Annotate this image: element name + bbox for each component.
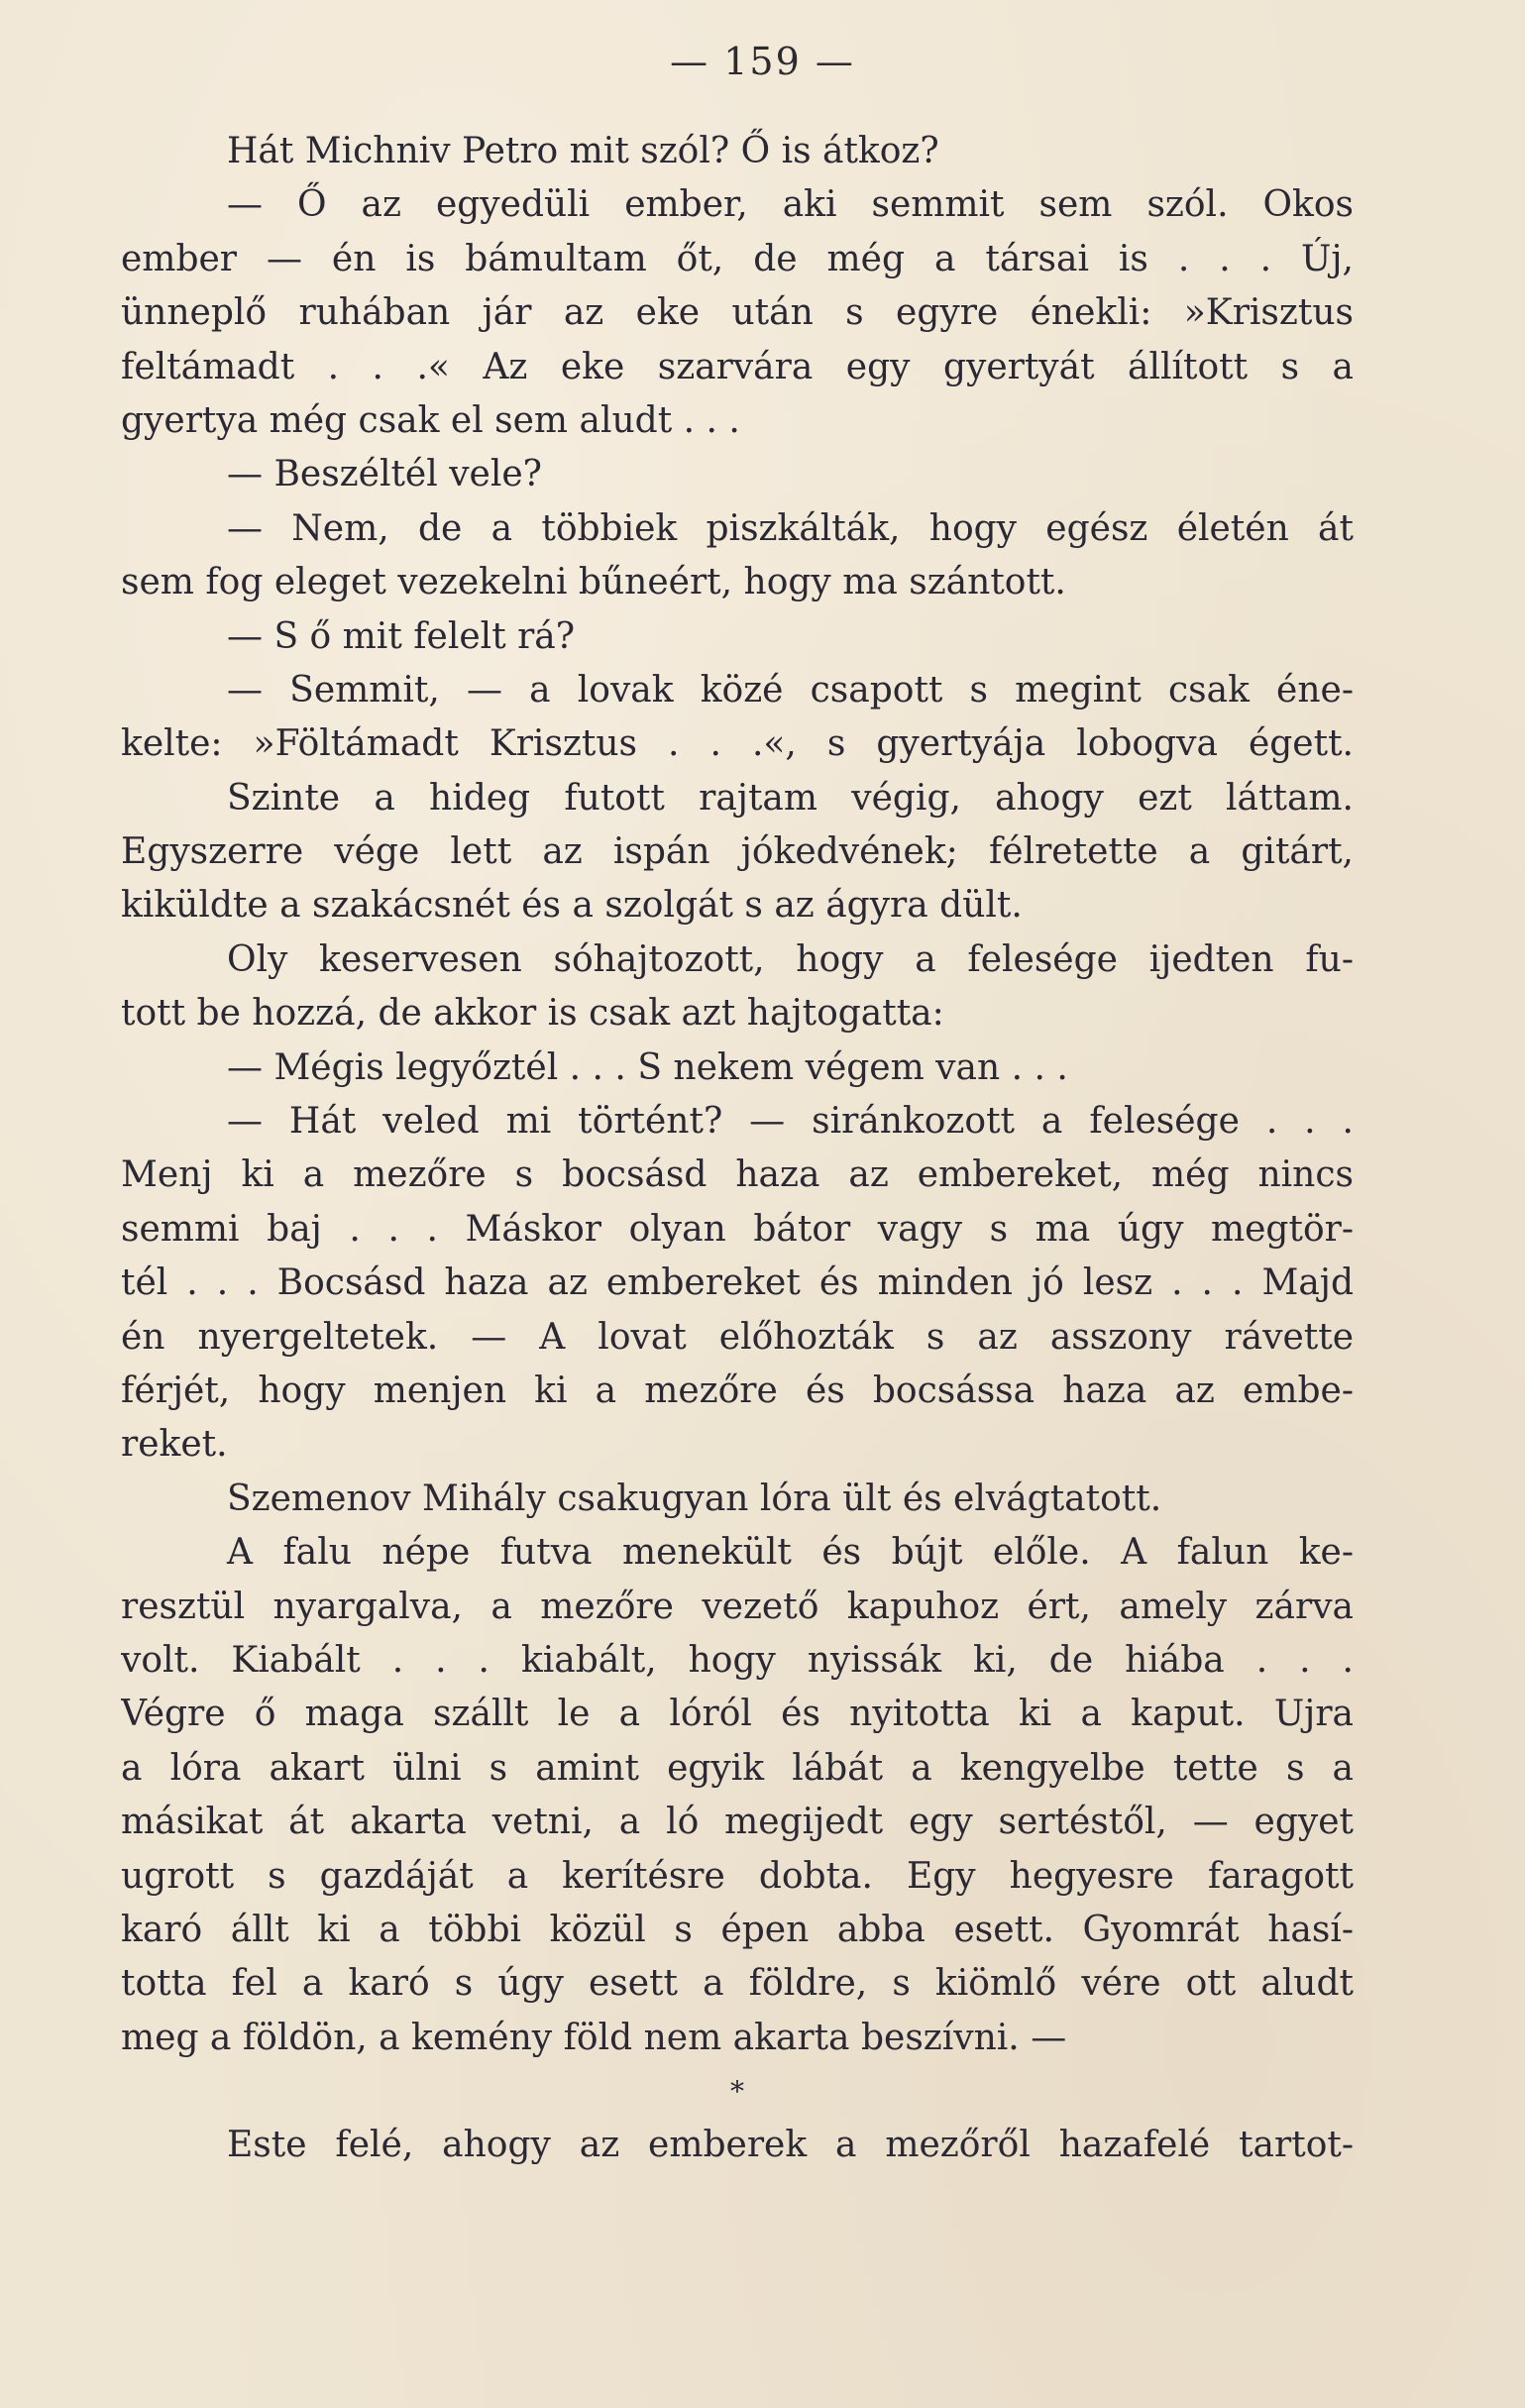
text-line: ünneplő ruhában jár az eke után s egyre énekli: »Krisztus — [121, 292, 1354, 334]
section-separator: * — [730, 2075, 744, 2109]
text-line: semmi baj . . . Máskor olyan bátor vagy s ma úgy megtör- — [121, 1208, 1354, 1250]
text-line: — Beszéltél vele? — [227, 454, 542, 495]
final-line: Este felé, ahogy az emberek a mezőről hazafelé tartot- — [227, 2125, 1354, 2166]
text-line: tott be hozzá, de akkor is csak azt hajtogatta: — [121, 993, 944, 1035]
text-line: tél . . . Bocsásd haza az embereket és minden jó lesz . . . Majd — [121, 1262, 1354, 1304]
text-line: resztül nyargalva, a mezőre vezető kapuhoz ért, amely zárva — [121, 1586, 1354, 1627]
text-line: ugrott s gazdáját a kerítésre dobta. Egy hegyesre faragott — [121, 1855, 1354, 1897]
text-line: volt. Kiabált . . . kiabált, hogy nyissák ki, de hiába . . . — [121, 1639, 1354, 1681]
text-line: — Ő az egyedüli ember, aki semmit sem szól. Okos — [227, 184, 1354, 226]
text-line: Oly keservesen sóhajtozott, hogy a felesége ijedten fu- — [227, 938, 1354, 980]
text-line: kiküldte a szakácsnét és a szolgát s az ágyra dült. — [121, 885, 1023, 927]
text-line: férjét, hogy menjen ki a mezőre és bocsássa haza az embe- — [121, 1369, 1354, 1411]
text-line: — Nem, de a többiek piszkálták, hogy egész életén át — [227, 507, 1354, 549]
text-line: karó állt ki a többi közül s épen abba esett. Gyomrát hasí- — [121, 1909, 1354, 1950]
text-line: — Mégis legyőztél . . . S nekem végem van . . . — [227, 1046, 1068, 1088]
text-line: Hát Michniv Petro mit szól? Ő is átkoz? — [227, 131, 939, 171]
text-line: — Semmit, — a lovak közé csapott s megint csak éne- — [227, 669, 1354, 711]
text-line: — Hát veled mi történt? — siránkozott a felesége . . . — [227, 1101, 1354, 1143]
text-line: Végre ő maga szállt le a lóról és nyitotta ki a kaput. Ujra — [121, 1694, 1354, 1735]
text-line: Szinte a hideg futott rajtam végig, ahogy ezt láttam. — [227, 777, 1354, 819]
text-lines — [121, 125, 1354, 2065]
text-line: gyertya még csak el sem aludt . . . — [121, 399, 740, 441]
text-line: másikat át akarta vetni, a ló megijedt egy sertéstől, — egyet — [121, 1802, 1354, 1843]
text-line: totta fel a karó s úgy esett a földre, s kiömlő vére ott aludt — [121, 1963, 1354, 2005]
text-line: — S ő mit felelt rá? — [227, 615, 576, 657]
text-line: feltámadt . . .« Az eke szarvára egy gyertyát állított s a — [121, 346, 1354, 387]
text-line: meg a földön, a kemény föld nem akarta beszívni. — — [121, 2017, 1067, 2058]
text-line: reket. — [121, 1424, 228, 1466]
body-text — [121, 125, 1354, 2173]
text-line: Menj ki a mezőre s bocsásd haza az embereket, még nincs — [121, 1154, 1354, 1196]
text-line: én nyergeltetek. — A lovat előhozták s az asszony rávette — [121, 1316, 1354, 1358]
text-line: Egyszerre vége lett az ispán jókedvének; félretette a gitárt, — [121, 831, 1354, 873]
text-line: ember — én is bámultam őt, de még a társai is . . . Új, — [121, 238, 1354, 279]
text-line: sem fog eleget vezekelni bűneért, hogy ma szántott. — [121, 562, 1066, 603]
text-line: kelte: »Föltámadt Krisztus . . .«, s gyertyája lobogva égett. — [121, 723, 1354, 765]
page-number: — 159 — — [670, 40, 855, 83]
text-line: A falu népe futva menekült és bújt előle. A falun ke- — [227, 1532, 1354, 1574]
text-line: a lóra akart ülni s amint egyik lábát a kengyelbe tette s a — [121, 1747, 1354, 1789]
text-line: Szemenov Mihály csakugyan lóra ült és elvágtatott. — [227, 1478, 1162, 1519]
